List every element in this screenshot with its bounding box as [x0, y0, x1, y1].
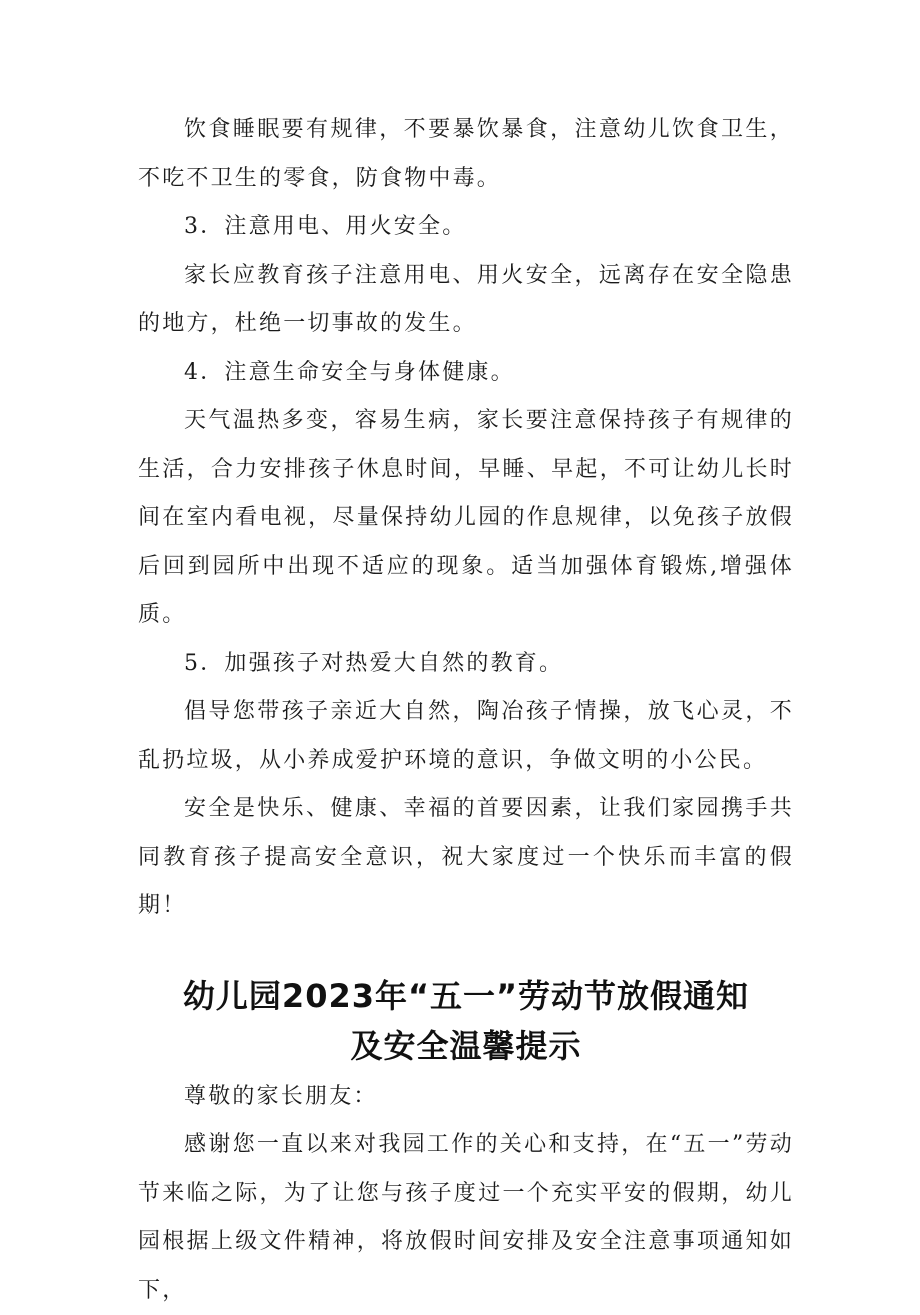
paragraph-electricity-fire-safety: 家长应教育孩子注意用电、用火安全，远离存在安全隐患的地方，杜绝一切事故的发生。 [138, 262, 794, 336]
notice-title-line-2: 及安全温馨提示 [350, 1026, 582, 1065]
heading-nature-education: 5．加强孩子对热爱大自然的教育。 [184, 650, 564, 676]
greeting: 尊敬的家长朋友： [184, 1083, 378, 1109]
notice-title [138, 971, 794, 1071]
paragraph-notice-intro: 感谢您一直以来对我园工作的关心和支持，在“五一”劳动节来临之际，为了让您与孩子度过一个充实平安的假期，幼儿园根据上级文件精神，将放假时间安排及安全注意事项通知如下， [138, 1132, 794, 1303]
notice-title-line-1: 幼儿园2023年“五一”劳动节放假通知 [182, 976, 750, 1015]
paragraph-diet: 饮食睡眠要有规律，不要暴饮暴食，注意幼儿饮食卫生，不吃不卫生的零食，防食物中毒。 [138, 117, 794, 191]
heading-electricity-fire-safety: 3．注意用电、用火安全。 [184, 214, 467, 239]
paragraph-life-safety-health: 天气温热多变，容易生病，家长要注意保持孩子有规律的生活，合力安排孩子休息时间，早睡、早起，不可让幼儿长时间在室内看电视，尽量保持幼儿园的作息规律，以免孩子放假后回到园所中出现不适应的现象。适当加强体育锻炼,增强体质。 [138, 408, 794, 627]
page-content [138, 106, 794, 1315]
paragraph-closing: 安全是快乐、健康、幸福的首要因素，让我们家园携手共同教育孩子提高安全意识，祝大家度过一个快乐而丰富的假期！ [138, 796, 794, 918]
heading-life-safety-health: 4．注意生命安全与身体健康。 [184, 359, 515, 385]
paragraph-nature-education: 倡导您带孩子亲近大自然，陶冶孩子情操，放飞心灵，不乱扔垃圾，从小养成爱护环境的意识，争做文明的小公民。 [138, 699, 794, 773]
